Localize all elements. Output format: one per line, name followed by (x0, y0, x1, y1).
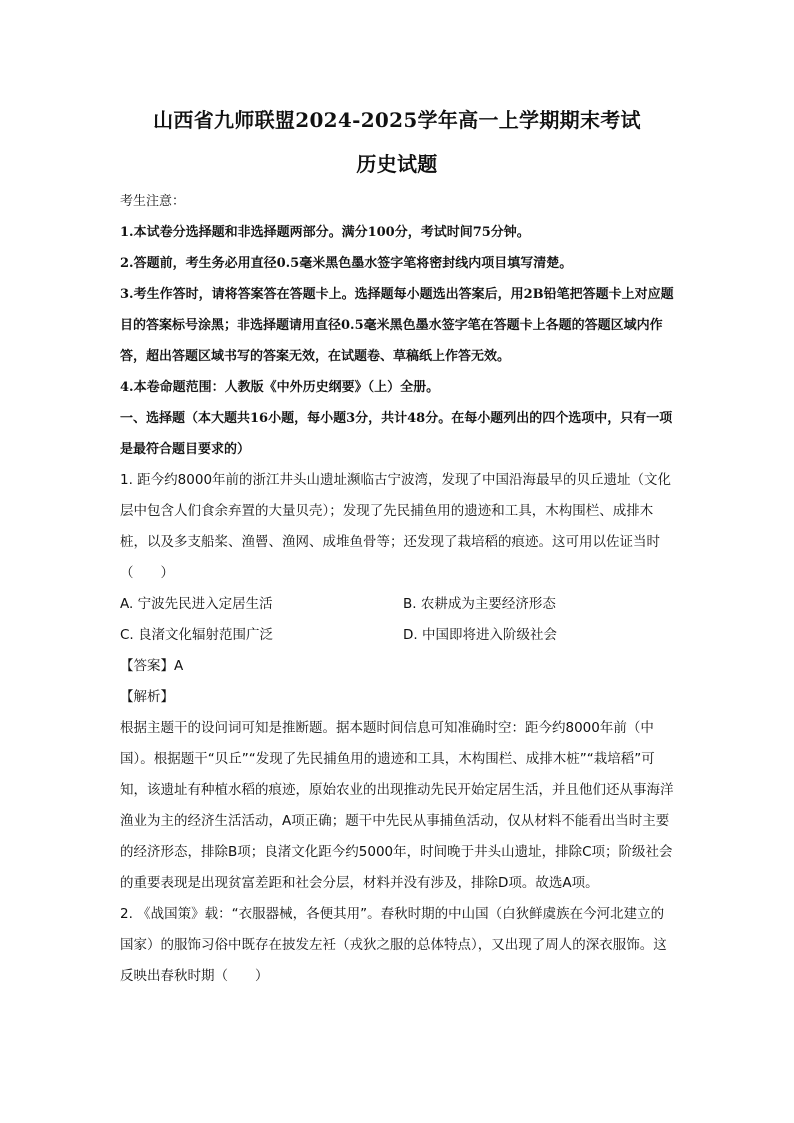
note-1: 1.本试卷分选择题和非选择题两部分。满分100分，考试时间75分钟。 (120, 225, 530, 240)
option-d: D. 中国即将进入阶级社会 (403, 627, 557, 643)
answer-label: 【答案】A (120, 658, 184, 674)
analysis-text: 根据主题干的设问词可知是推断题。据本题时间信息可知准确时空：距今约8000年前（中国）。根据题干“贝丘”“发现了先民捕鱼用的遗迹和工具，木构围栏、成排木桩”“栽培稻”可知，该遗址有种植水稻的痕迹，原始农业的出现推动先民开始定居生活，并且他们还从事海洋渔业为主的经济生活活动，A项正确；题干中先民从事捕鱼活动，仅从材料不能看出当时主要的经济形态，排除B项；良渚文化距今约5000年，时间晚于井头山遗址，排除C项；阶级社会的重要表现是出现贫富差距和社会分层，材料并没有涉及，排除D项。故选A项。 (120, 720, 674, 891)
note-4: 4.本卷命题范围：人教版《中外历史纲要》（上）全册。 (120, 380, 440, 395)
exam-subtitle: 历史试题 (356, 152, 438, 176)
option-c: C. 良渚文化辐射范围广泛 (120, 627, 274, 643)
section-heading: 一、选择题（本大题共16小题，每小题3分，共计48分。在每小题列出的四个选项中，只有一项是最符合题目要求的） (120, 411, 673, 457)
question-1-options (120, 589, 674, 651)
note-3: 3.考生作答时，请将答案答在答题卡上。选择题每小题选出答案后，用2B铅笔把答题卡上对应题目的答案标号涂黑；非选择题请用直径0.5毫米黑色墨水签字笔在答题卡上各题的答题区域内作答，超出答题区域书写的答案无效，在试题卷、草稿纸上作答无效。 (120, 287, 674, 364)
exam-title: 山西省九师联盟2024-2025学年高一上学期期末考试 (153, 108, 641, 132)
notes-heading: 考生注意： (120, 194, 186, 209)
question-2-text: 2. 《战国策》载：“衣服器械，各便其用”。春秋时期的中山国（白狄鲜虞族在今河北建立的国家）的服饰习俗中既存在披发左衽（戎狄之服的总体特点），又出现了周人的深衣服饰。这反映出春秋时期（ ） (120, 906, 667, 984)
option-b: B. 农耕成为主要经济形态 (403, 596, 556, 612)
analysis-label: 【解析】 (120, 689, 174, 705)
option-a: A. 宁波先民进入定居生活 (120, 596, 273, 612)
question-1-text: 1. 距今约8000年前的浙江井头山遗址濒临古宁波湾，发现了中国沿海最早的贝丘遗址（文化层中包含人们食余弃置的大量贝壳）；发现了先民捕鱼用的遗迹和工具，木构围栏、成排木桩，以及多支船桨、渔罾、渔网、成堆鱼骨等；还发现了栽培稻的痕迹。这可用以佐证当时（ ） (120, 472, 672, 581)
note-2: 2.答题前，考生务必用直径0.5毫米黑色墨水签字笔将密封线内项目填写清楚。 (120, 256, 573, 271)
